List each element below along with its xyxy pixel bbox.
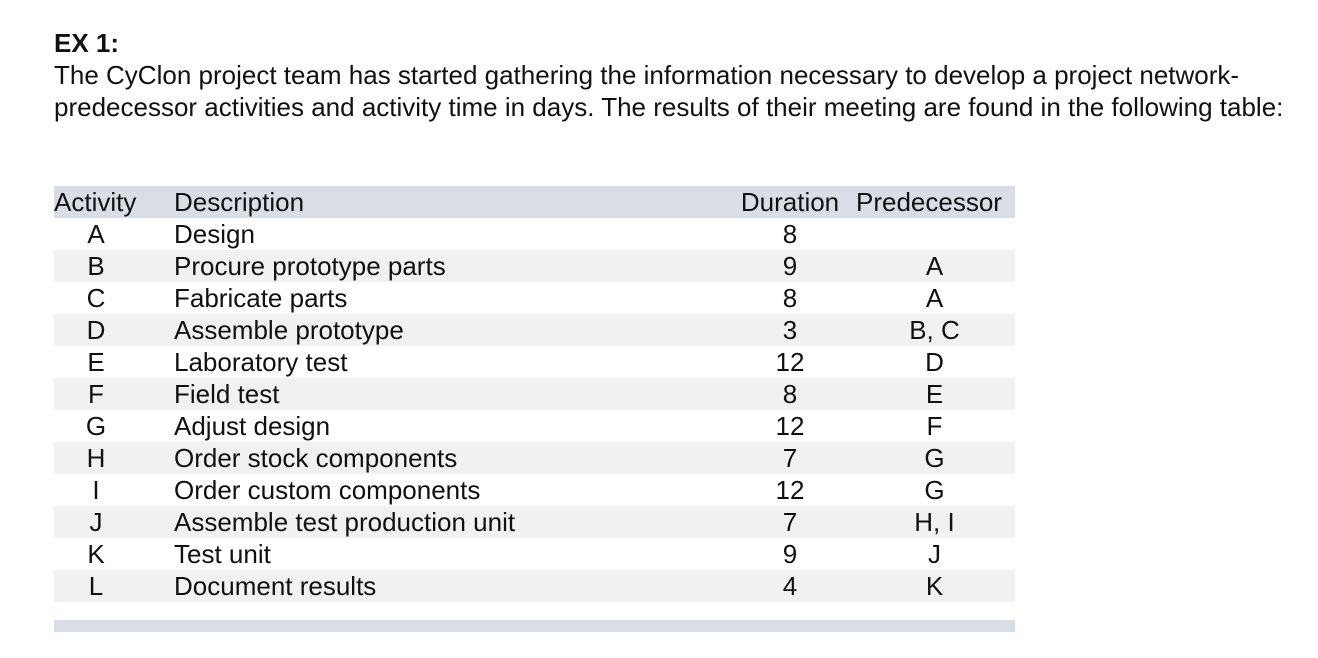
table-row bbox=[54, 474, 1015, 506]
cell-description: Assemble test production unit bbox=[174, 507, 516, 537]
header-predecessor: Predecessor bbox=[856, 187, 1002, 217]
cell-description: Order custom components bbox=[174, 475, 481, 505]
cell-duration: 8 bbox=[782, 283, 798, 313]
cell-description: Assemble prototype bbox=[174, 315, 404, 345]
table-header bbox=[54, 186, 1015, 218]
cell-duration: 9 bbox=[782, 539, 798, 569]
cell-description: Design bbox=[174, 219, 255, 249]
cell-activity: H bbox=[86, 443, 106, 473]
cell-description: Field test bbox=[174, 379, 280, 409]
activity-table-container bbox=[54, 186, 1015, 602]
table-row bbox=[54, 410, 1015, 442]
cell-activity: C bbox=[86, 283, 106, 313]
cell-predecessor: B, C bbox=[909, 315, 960, 345]
table-row bbox=[54, 250, 1015, 282]
cell-activity: A bbox=[87, 219, 105, 249]
cell-duration: 8 bbox=[782, 379, 798, 409]
exercise-heading: EX 1: bbox=[54, 28, 120, 58]
cell-duration: 7 bbox=[782, 507, 798, 537]
table-row bbox=[54, 346, 1015, 378]
table-row bbox=[54, 506, 1015, 538]
cell-duration: 12 bbox=[775, 475, 805, 505]
table-row bbox=[54, 570, 1015, 602]
table-row bbox=[54, 314, 1015, 346]
intro-paragraph: The CyClon project team has started gathering the information necessary to develop a project network-predecessor activities and activity time in days. The results of their meeting are found in the following table: bbox=[54, 60, 1284, 122]
cell-description: Test unit bbox=[174, 539, 271, 569]
cell-activity: K bbox=[87, 539, 105, 569]
cell-duration: 4 bbox=[782, 571, 798, 601]
cell-predecessor: A bbox=[925, 283, 944, 313]
cell-description: Laboratory test bbox=[174, 347, 348, 377]
header-duration: Duration bbox=[740, 187, 840, 217]
cell-duration: 3 bbox=[782, 315, 798, 345]
table-footer-bar bbox=[54, 620, 1015, 632]
table-row bbox=[54, 218, 1015, 250]
cell-activity: E bbox=[87, 347, 105, 377]
cell-predecessor: A bbox=[925, 251, 944, 281]
cell-activity: F bbox=[88, 379, 104, 409]
cell-duration: 8 bbox=[782, 219, 798, 249]
cell-activity: G bbox=[85, 411, 107, 441]
cell-activity: L bbox=[88, 571, 104, 601]
table-row bbox=[54, 442, 1015, 474]
table-row bbox=[54, 538, 1015, 570]
cell-duration: 12 bbox=[775, 411, 805, 441]
cell-duration: 9 bbox=[782, 251, 798, 281]
header-row bbox=[54, 186, 1015, 218]
cell-predecessor: H, I bbox=[914, 507, 955, 537]
header-description: Description bbox=[174, 187, 305, 217]
cell-description: Fabricate parts bbox=[174, 283, 348, 313]
cell-predecessor bbox=[854, 218, 1015, 250]
cell-predecessor: G bbox=[924, 475, 945, 505]
cell-description: Document results bbox=[174, 571, 377, 601]
cell-activity: J bbox=[89, 507, 103, 537]
cell-description: Adjust design bbox=[174, 411, 331, 441]
cell-duration: 12 bbox=[775, 347, 805, 377]
cell-predecessor: J bbox=[928, 539, 941, 569]
cell-predecessor: K bbox=[925, 571, 944, 601]
cell-predecessor: G bbox=[924, 443, 945, 473]
cell-predecessor: E bbox=[925, 379, 944, 409]
header-activity: Activity bbox=[54, 187, 137, 217]
cell-duration: 7 bbox=[782, 443, 798, 473]
cell-activity: I bbox=[92, 475, 100, 505]
table-body bbox=[54, 218, 1015, 602]
table-row bbox=[54, 282, 1015, 314]
cell-activity: D bbox=[86, 315, 106, 345]
cell-predecessor: F bbox=[926, 411, 943, 441]
cell-description: Procure prototype parts bbox=[174, 251, 446, 281]
activity-table bbox=[54, 186, 1015, 602]
cell-activity: B bbox=[87, 251, 105, 281]
cell-description: Order stock components bbox=[174, 443, 458, 473]
cell-predecessor: D bbox=[925, 347, 944, 377]
table-row bbox=[54, 378, 1015, 410]
